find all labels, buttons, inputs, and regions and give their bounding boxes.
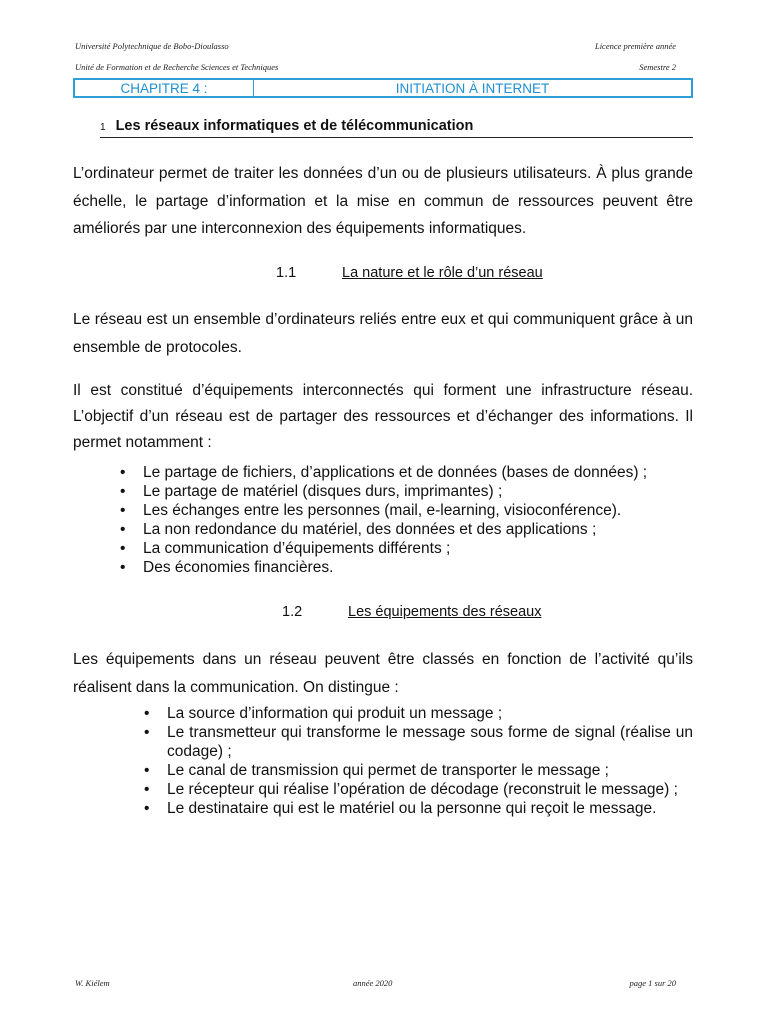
network-benefits-list — [118, 463, 693, 577]
section-1-2-paragraph: Les équipements dans un réseau peuvent être classés en fonction de l’activité qu’ils réalisent dans la communication. On distingue : — [73, 651, 693, 696]
list-item: • La source d’information qui produit un message ; — [142, 704, 693, 723]
chapter-label: CHAPITRE 4 : — [75, 80, 254, 96]
list-item: • Le partage de fichiers, d’applications et de données (bases de données) ; — [118, 463, 693, 482]
section-1-1-title: La nature et le rôle d’un réseau — [342, 265, 543, 281]
section-1-intro-paragraph: L’ordinateur permet de traiter les données d’un ou de plusieurs utilisateurs. À plus grande échelle, le partage d’information et la mise en commun de ressources peuvent être améliorés par une interconnexion des équipements informatiques. — [73, 165, 693, 237]
section-1-1-number: 1.1 — [276, 265, 297, 281]
chapter-banner — [73, 78, 693, 98]
network-equipment-list — [142, 704, 693, 818]
section-1-heading — [100, 118, 693, 138]
section-1-1-paragraph-2: Il est constitué d’équipements interconnectés qui forment une infrastructure réseau. L’objectif d’un réseau est de partager des ressources et d’échanger des informations. Il permet notamment : — [73, 382, 693, 451]
list-item: • Les échanges entre les personnes (mail, e-learning, visioconférence). — [118, 501, 693, 520]
section-1-1-heading — [276, 265, 543, 281]
chapter-title: INITIATION À INTERNET — [395, 80, 550, 96]
list-item: • Le transmetteur qui transforme le message sous forme de signal (réalise un codage) ; — [142, 723, 693, 761]
list-item: • Le canal de transmission qui permet de transporter le message ; — [142, 761, 693, 780]
list-item: • Le destinataire qui est le matériel ou la personne qui reçoit le message. — [142, 799, 693, 818]
section-1-2-number: 1.2 — [282, 604, 303, 620]
section-1-2-heading — [282, 604, 541, 620]
footer-year: année 2020 — [353, 978, 393, 988]
study-level: Licence première année — [594, 41, 676, 51]
page-header-line-2 — [75, 62, 676, 72]
footer-page-number: page 1 sur 20 — [629, 978, 676, 988]
list-item: • Des économies financières. — [118, 558, 693, 577]
semester-label: Semestre 2 — [639, 62, 676, 72]
section-1-title: Les réseaux informatiques et de télécommunication — [115, 118, 474, 134]
section-1-2-title: Les équipements des réseaux — [348, 604, 542, 620]
university-name: Université Polytechnique de Bobo-Dioulasso — [75, 41, 229, 51]
list-item: • La communication d’équipements différents ; — [118, 539, 693, 558]
section-1-1-paragraph-1: Le réseau est un ensemble d’ordinateurs reliés entre eux et qui communiquent grâce à un ensemble de protocoles. — [73, 311, 693, 356]
footer-author: W. Kiélem — [75, 978, 110, 988]
page-header-line-1 — [75, 41, 676, 51]
unit-name: Unité de Formation et de Recherche Sciences et Techniques — [75, 62, 279, 72]
list-item: • Le récepteur qui réalise l’opération de décodage (reconstruit le message) ; — [142, 780, 693, 799]
list-item: • La non redondance du matériel, des données et des applications ; — [118, 520, 693, 539]
section-1-number: 1 — [100, 122, 106, 133]
list-item: • Le partage de matériel (disques durs, imprimantes) ; — [118, 482, 693, 501]
